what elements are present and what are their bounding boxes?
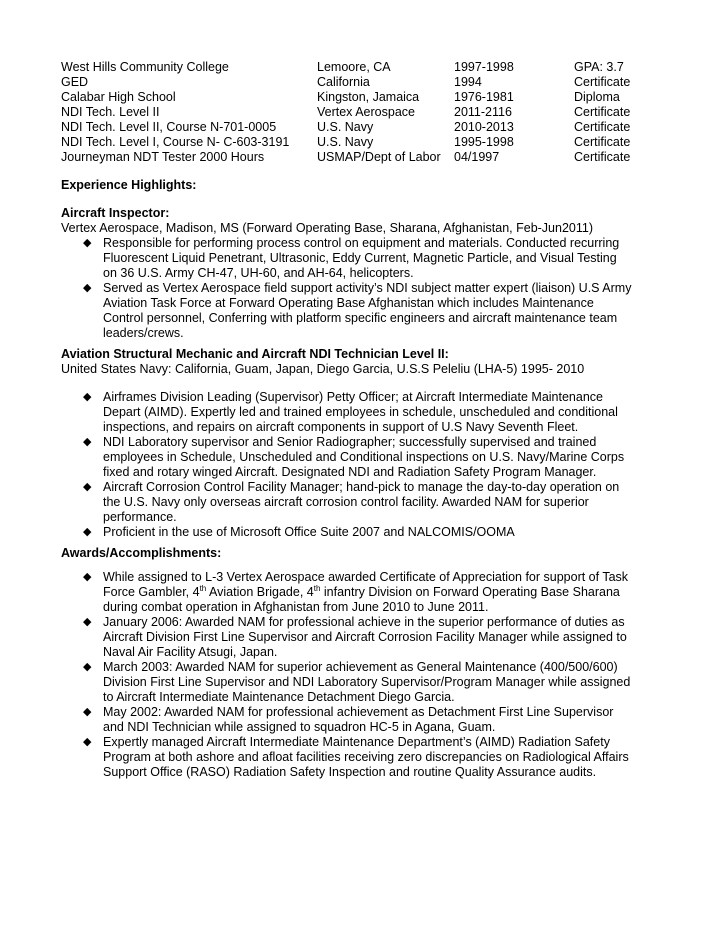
awards-bullets [61,570,671,615]
education-dates: 1976-1981 [454,90,514,104]
diamond-bullet-icon: ◆ [83,571,92,583]
bullet-line: Program at both ashore and afloat facilities receiving zero discrepancies on Radiological Affairs [103,750,629,764]
education-dates: 1994 [454,75,482,89]
bullet-line: Control personnel, Conferring with platform specific engineers and aircraft maintenance team [103,311,618,325]
education-credential: Certificate [574,120,631,134]
bullet-line: Division First Line Supervisor and NDI Laboratory Supervisor/Program Manager while assigned [103,675,631,689]
diamond-bullet-icon: ◆ [83,616,92,628]
award-line: While assigned to L-3 Vertex Aerospace awarded Certificate of Appreciation for support of Task [103,570,629,584]
bullet-line: on 36 U.S. Army CH-47, UH-60, and AH-64, helicopters. [103,266,414,280]
job2-bullets [61,390,671,540]
education-location: Kingston, Jamaica [317,90,420,104]
diamond-bullet-icon: ◆ [83,661,92,673]
education-location: Lemoore, CA [317,60,391,74]
education-location: California [317,75,370,89]
bullet-line: Airframes Division Leading (Supervisor) Petty Officer; at Aircraft Intermediate Maintenance [103,390,603,404]
experience-heading: Experience Highlights: [61,178,197,192]
awards-bullets-rest [61,615,671,780]
list-item [61,236,671,281]
bullet-line: Fluorescent Liquid Penetrant, Ultrasonic, Eddy Current, Magnetic Particle, and Visual Testing [103,251,617,265]
job1-title: Aircraft Inspector: [61,206,170,220]
education-credential: Certificate [574,150,631,164]
education-dates: 1995-1998 [454,135,514,149]
diamond-bullet-icon: ◆ [83,391,92,403]
award-line: during combat operation in Afghanistan from June 2010 to June 2011. [103,600,489,614]
job2-employer: United States Navy: California, Guam, Japan, Diego Garcia, U.S.S Peleliu (LHA-5) 1995- 2010 [61,362,585,376]
education-row [61,60,664,75]
education-dates: 2011-2116 [454,105,512,119]
education-row [61,135,664,150]
job1-employer: Vertex Aerospace, Madison, MS (Forward Operating Base, Sharana, Afghanistan, Feb-Jun2011) [61,221,594,235]
education-credential: Certificate [574,75,631,89]
diamond-bullet-icon: ◆ [83,436,92,448]
job2-title: Aviation Structural Mechanic and Aircraft NDI Technician Level II: [61,347,449,361]
education-school: NDI Tech. Level II, Course N-701-0005 [61,120,277,134]
bullet-line: the U.S. Navy only overseas aircraft corrosion control facility. Awarded NAM for superior [103,495,589,509]
education-table [61,60,664,165]
resume-page [61,60,671,780]
bullet-line: NDI Laboratory supervisor and Senior Radiographer; successfully supervised and trained [103,435,597,449]
bullet-line: Depart (AIMD). Expertly led and trained employees in schedule, unscheduled and conditional [103,405,618,419]
education-school: GED [61,75,89,89]
diamond-bullet-icon: ◆ [83,736,92,748]
education-location: U.S. Navy [317,135,374,149]
bullet-line: fixed and rotary winged Aircraft. Designated NDI and Radiation Safety Program Manager. [103,465,597,479]
bullet-line: January 2006: Awarded NAM for professional achieve in the superior performance of duties as [103,615,625,629]
list-item [61,615,671,660]
list-item [61,281,671,341]
education-row [61,120,664,135]
bullet-line: Proficient in the use of Microsoft Office Suite 2007 and NALCOMIS/OOMA [103,525,515,539]
list-item [61,525,671,540]
bullet-line: March 2003: Awarded NAM for superior achievement as General Maintenance (400/500/600) [103,660,618,674]
education-dates: 1997-1998 [454,60,514,74]
education-location: Vertex Aerospace [317,105,415,119]
education-row [61,150,664,165]
bullet-line: Naval Air Facility Atsugi, Japan. [103,645,278,659]
bullet-line: Responsible for performing process control on equipment and materials. Conducted recurring [103,236,620,250]
bullet-line: employees in Schedule, Unscheduled and Conditional inspections on U.S. Navy/Marine Corps [103,450,625,464]
list-item [61,660,671,705]
diamond-bullet-icon: ◆ [83,526,92,538]
list-item [61,435,671,480]
bullet-line: and NDI Technician while assigned to squadron HC-5 in Agana, Guam. [103,720,496,734]
bullet-line: May 2002: Awarded NAM for professional achievement as Detachment First Line Supervisor [103,705,614,719]
bullet-line: performance. [103,510,177,524]
bullet-line: Expertly managed Aircraft Intermediate Maintenance Department’s (AIMD) Radiation Safety [103,735,610,749]
education-credential: Diploma [574,90,620,104]
awards-heading: Awards/Accomplishments: [61,546,222,560]
award-line: Force Gambler, 4th Aviation Brigade, 4th infantry Division on Forward Operating Base Sharana [103,583,620,599]
list-item [61,705,671,735]
education-credential: GPA: 3.7 [574,60,624,74]
bullet-line: Served as Vertex Aerospace field support activity’s NDI subject matter expert (liaison) U.S Army [103,281,632,295]
education-school: NDI Tech. Level I, Course N- C-603-3191 [61,135,290,149]
education-school: Calabar High School [61,90,176,104]
education-credential: Certificate [574,105,631,119]
education-school: NDI Tech. Level II [61,105,160,119]
education-row [61,75,664,90]
list-item [61,570,671,615]
list-item [61,735,671,780]
bullet-line: Aviation Task Force at Forward Operating Base Afghanistan which includes Maintenance [103,296,594,310]
job1-bullets [61,236,671,341]
bullet-line: inspections, and repairs on aircraft components in support of U.S Navy Seventh Fleet. [103,420,579,434]
bullet-line: Support Office (RASO) Radiation Safety Inspection and routine Quality Assurance audits. [103,765,597,779]
list-item [61,480,671,525]
list-item [61,390,671,435]
diamond-bullet-icon: ◆ [83,282,92,294]
education-location: U.S. Navy [317,120,374,134]
education-dates: 04/1997 [454,150,500,164]
education-credential: Certificate [574,135,631,149]
education-row [61,105,664,120]
education-row [61,90,664,105]
bullet-line: to Aircraft Intermediate Maintenance Detachment Diego Garcia. [103,690,455,704]
education-school: West Hills Community College [61,60,229,74]
bullet-line: leaders/crews. [103,326,184,340]
diamond-bullet-icon: ◆ [83,481,92,493]
education-location: USMAP/Dept of Labor [317,150,441,164]
education-dates: 2010-2013 [454,120,514,134]
bullet-line: Aircraft Corrosion Control Facility Manager; hand-pick to manage the day-to-day operation on [103,480,620,494]
diamond-bullet-icon: ◆ [83,237,92,249]
bullet-line: Aircraft Division First Line Supervisor and Aircraft Corrosion Facility Manager while assigned to [103,630,627,644]
diamond-bullet-icon: ◆ [83,706,92,718]
education-school: Journeyman NDT Tester 2000 Hours [61,150,265,164]
